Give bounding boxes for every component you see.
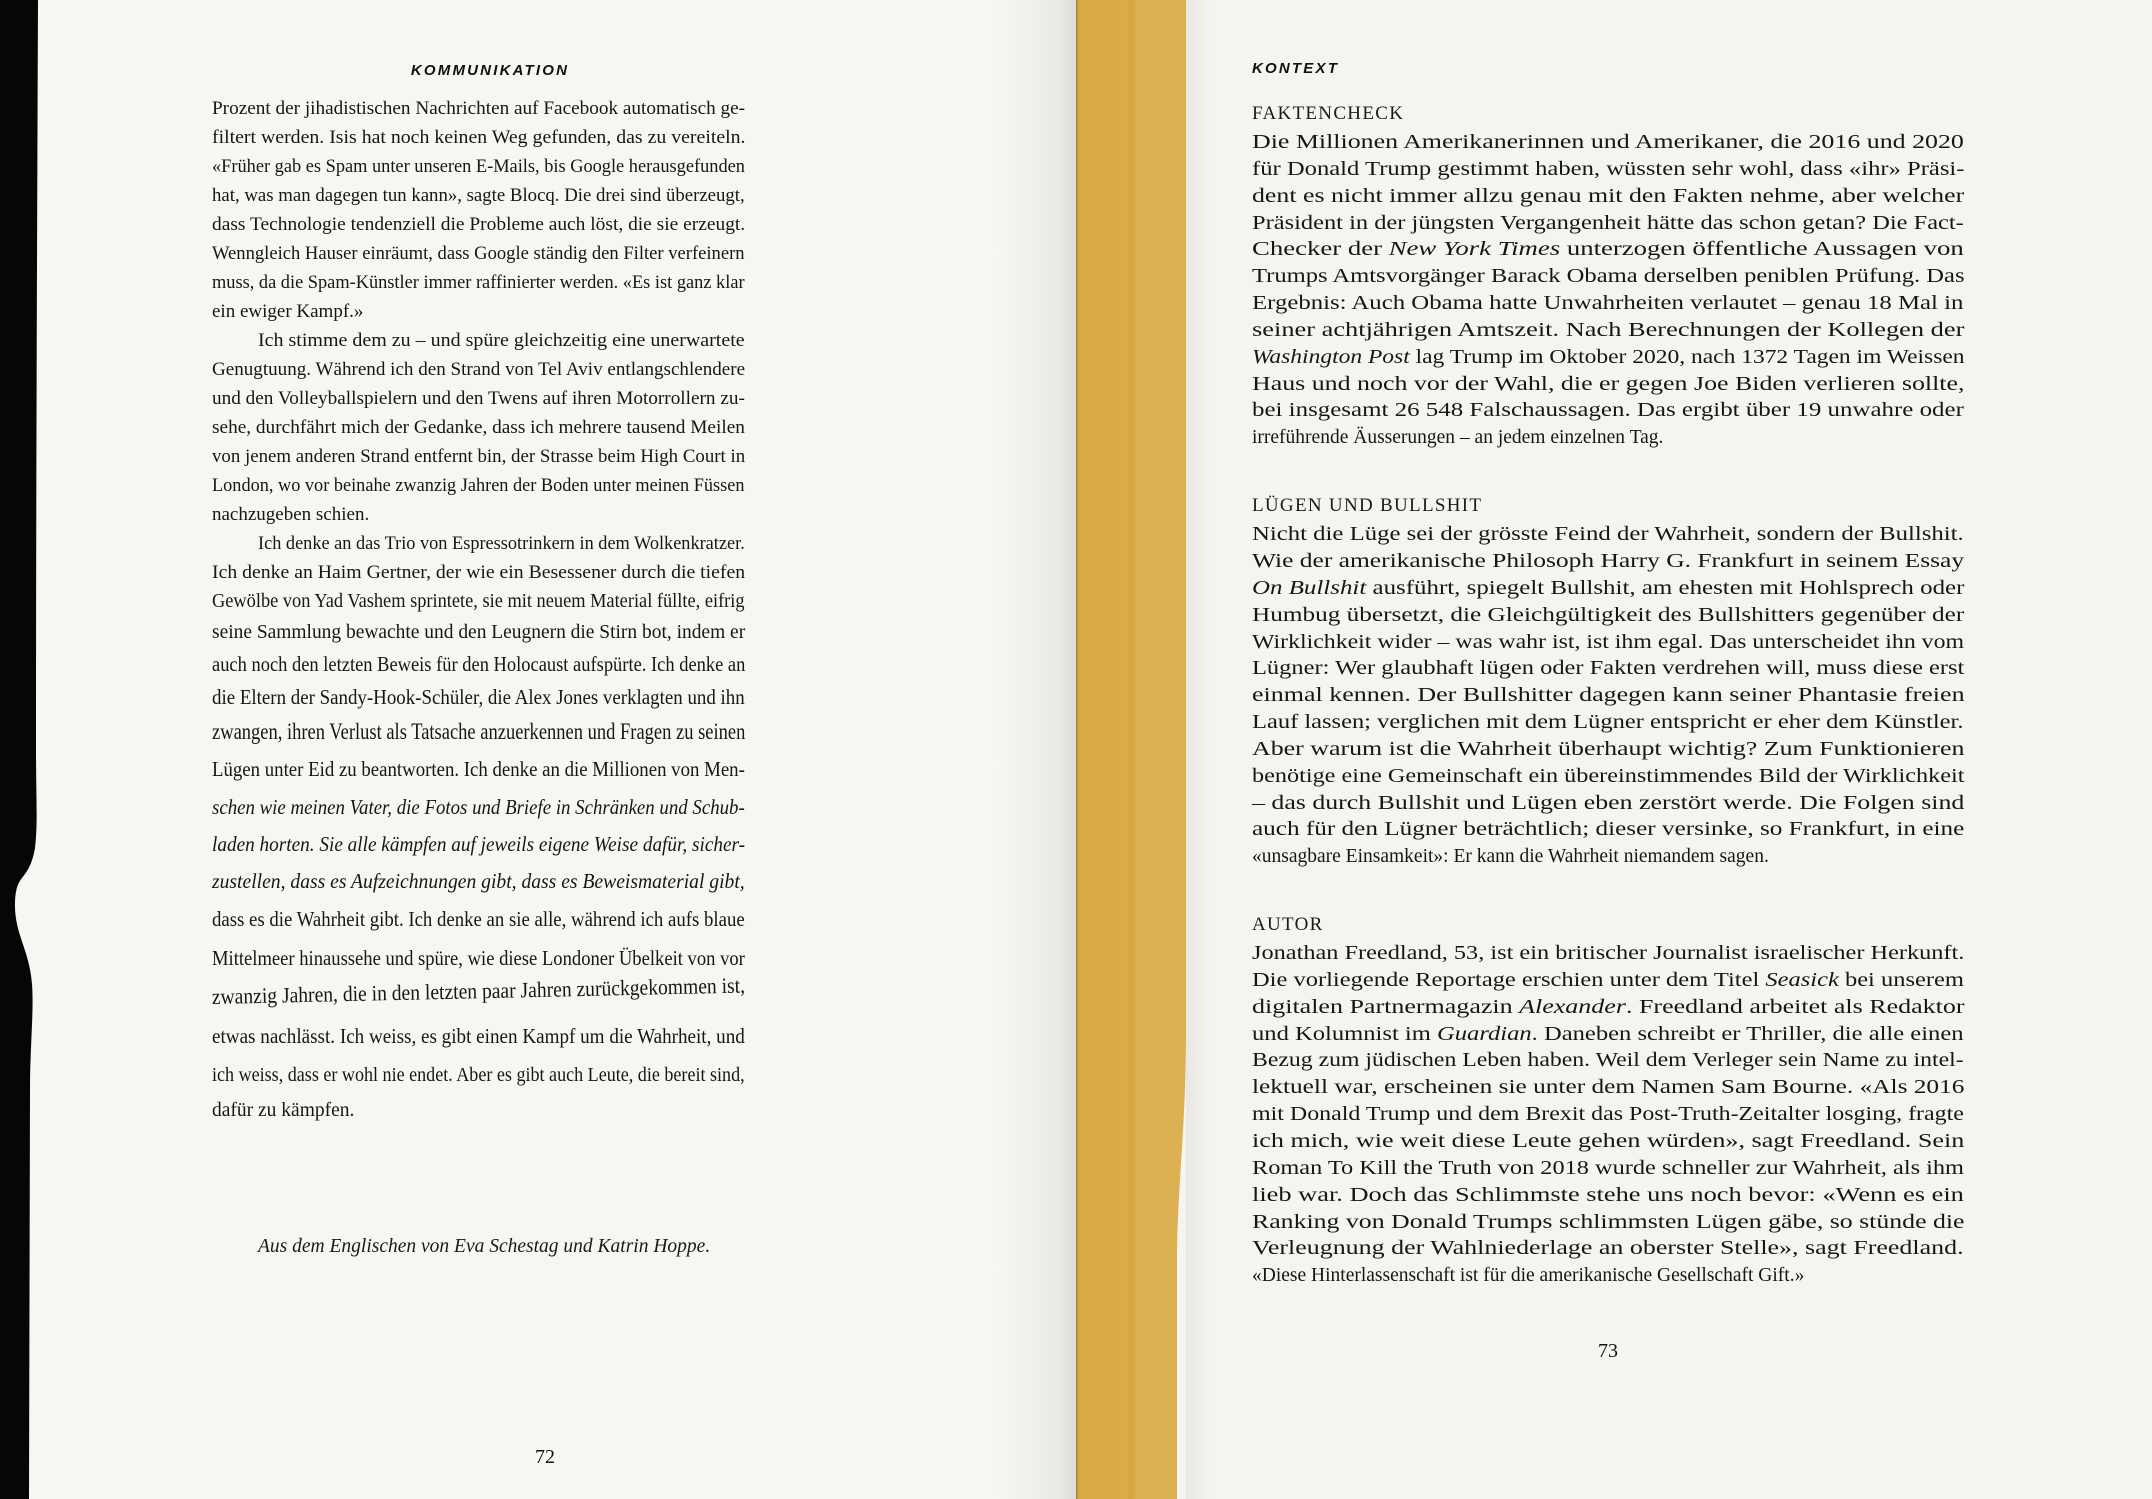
right-gutter-shadow <box>1186 0 1212 1499</box>
left-body-line-text: ein ewiger Kampf.» <box>212 301 364 322</box>
section-label: AUTOR <box>1252 914 1324 936</box>
right-body-line <box>1252 968 1964 995</box>
black-edge-shape <box>0 0 38 1499</box>
left-body-line <box>212 751 745 789</box>
left-body-line <box>212 210 745 239</box>
right-body-line <box>1252 1075 1964 1102</box>
left-body-line-text: Gewölbe von Yad Vashem sprintete, sie mit neuem Material füllte, eifrig <box>212 591 745 612</box>
right-body-line-text: Humbug übersetzt, die Gleichgültigkeit des Bullshitters gegenüber der <box>1252 604 1965 626</box>
right-body-line <box>1252 211 1964 238</box>
left-body-line-text: dafür zu kämpfen. <box>212 1100 355 1121</box>
right-body-line <box>1252 130 1964 157</box>
right-body-line-text: «Diese Hinterlassenschaft ist für die amerikanische Gesellschaft Gift.» <box>1252 1265 1805 1287</box>
right-body-line-text: Die vorliegende Reportage erschien unter dem Titel Seasick bei unserem <box>1252 969 1964 991</box>
spine-left-edge-line <box>1076 0 1078 1499</box>
left-body-line-text: dass es die Wahrheit gibt. Ich denke an sie alle, während ich aufs blaue <box>212 907 745 931</box>
right-body-line <box>1252 1102 1964 1129</box>
left-body-line <box>212 1095 745 1128</box>
right-body-line <box>1252 264 1964 291</box>
right-body-line-text: seiner achtjährigen Amtszeit. Nach Berechnungen der Kollegen der <box>1252 319 1965 341</box>
right-body-line <box>1252 656 1964 683</box>
left-body-line-text: von jenem anderen Strand entfernt bin, der Strasse beim High Court in <box>212 446 746 467</box>
context-section <box>1252 911 1964 1290</box>
left-body-line-text: Ich stimme dem zu – und spüre gleichzeitig eine unerwartete <box>258 330 745 351</box>
left-body-line <box>212 442 745 471</box>
right-body-line-text: Ergebnis: Auch Obama hatte Unwahrheiten verlautet – genau 18 Mal in <box>1252 293 1964 315</box>
right-body-line-text: Verleugnung der Wahlniederlage an oberster Stelle», sagt Freedland. <box>1252 1238 1964 1260</box>
right-body-line-text: ich mich, wie weit diese Leute gehen würden», sagt Freedland. Sein <box>1252 1131 1965 1152</box>
right-body-line <box>1252 683 1964 710</box>
right-body-line-text: – das durch Bullshit und Lügen eben zerstört werde. Die Folgen sind <box>1252 792 1965 814</box>
left-body-line-text: Mittelmeer hinaussehe und spüre, wie diese Londoner Übelkeit von vor <box>212 946 745 970</box>
left-body-line-text: die Eltern der Sandy-Hook-Schüler, die Alex Jones verklagten und ihn <box>212 685 745 709</box>
translator-credit: Aus dem Englischen von Eva Schestag und Katrin Hoppe. <box>258 1236 711 1257</box>
right-body-line-text: Checker der New York Times unterzogen öffentliche Aussagen von <box>1252 239 1964 261</box>
left-body-line <box>212 152 745 181</box>
left-body-line-text: muss, da die Spam-Künstler immer raffinierter werden. «Es ist ganz klar <box>212 272 745 293</box>
right-body-line <box>1252 817 1964 844</box>
right-body-line-text: dent es nicht immer allzu genau mit den Fakten nehme, aber welcher <box>1252 185 1965 207</box>
left-body-line-text: Ich denke an Haim Gertner, der wie ein Besessener durch die tiefen <box>212 562 746 583</box>
right-body-line-text: irreführende Äusserungen – an jedem einzelnen Tag. <box>1252 427 1664 449</box>
right-body-line <box>1252 318 1964 345</box>
right-body-line-text: auch für den Lügner beträchtlich; dieser versinke, so Frankfurt, in eine <box>1252 819 1965 841</box>
left-body-line-text: Prozent der jihadistischen Nachrichten auf Facebook automatisch ge- <box>212 98 746 119</box>
left-body-line <box>212 471 745 500</box>
left-body-line <box>212 1018 745 1056</box>
left-body-line <box>212 587 745 617</box>
right-body-line <box>1252 291 1964 318</box>
left-body-line <box>212 648 745 681</box>
right-body-line <box>1252 844 1964 871</box>
left-body-line-text: zwangen, ihren Verlust als Tatsache anzuerkennen und Fragen zu seinen <box>212 719 746 745</box>
left-body-line-text: Lügen unter Eid zu beantworten. Ich denke an die Millionen von Men- <box>212 757 745 781</box>
left-body-line <box>212 558 745 587</box>
right-body-line <box>1252 576 1964 603</box>
right-body-line-text: Lügner: Wer glaubhaft lügen oder Fakten verdrehen will, muss diese erst <box>1252 658 1965 680</box>
right-body-line <box>1252 1048 1964 1075</box>
right-body-line-text: und Kolumnist im Guardian. Daneben schreibt er Thriller, die alle einen <box>1252 1023 1964 1045</box>
left-body-line-text: hat, was man dagegen tun kann», sagte Blocq. Die drei sind überzeugt, <box>212 185 745 206</box>
left-body-line-text: laden horten. Sie alle kämpfen auf jeweils eigene Weise dafür, sicher- <box>212 832 746 856</box>
right-body-line <box>1252 398 1964 425</box>
right-body-line <box>1252 1022 1964 1049</box>
left-body-line <box>212 1056 745 1095</box>
left-body-line <box>212 94 745 123</box>
spine-band-shape <box>1076 0 1186 1499</box>
left-body-line <box>212 123 745 152</box>
left-body-line <box>212 297 745 326</box>
right-body-line <box>1252 1236 1964 1263</box>
right-body-line <box>1252 237 1964 264</box>
right-body-line-text: Lauf lassen; verglichen mit dem Lügner entspricht er eher dem Künstler. <box>1252 712 1964 734</box>
right-body-line-text: Die Millionen Amerikanerinnen und Amerikaner, die 2016 und 2020 <box>1252 132 1964 153</box>
right-body-line <box>1252 345 1964 372</box>
right-body-line-text: benötige eine Gemeinschaft ein übereinstimmendes Bild der Wirklichkeit <box>1252 765 1965 787</box>
left-body-line-text: Wenngleich Hauser einräumt, dass Google ständig den Filter verfeinern <box>212 243 745 264</box>
right-body-line <box>1252 522 1964 549</box>
right-body-line-text: Wirklichkeit wider – was wahr ist, ist ihm egal. Das unterscheidet ihn vom <box>1252 631 1965 653</box>
right-body-line <box>1252 1210 1964 1237</box>
left-body-line <box>212 500 745 529</box>
left-body-line-text: etwas nachlässt. Ich weiss, es gibt einen Kampf um die Wahrheit, und <box>212 1024 745 1048</box>
right-body-line-text: On Bullshit ausführt, spiegelt Bullshit, am ehesten mit Hohlsprech oder <box>1252 577 1965 599</box>
left-body-line <box>211 972 746 1018</box>
left-body-line-text: «Früher gab es Spam unter unseren E-Mails, bis Google herausgefunden <box>212 156 745 177</box>
left-body-line <box>212 863 745 900</box>
right-body-line-text: Ranking von Donald Trumps schlimmsten Lügen gäbe, so stünde die <box>1252 1211 1965 1233</box>
right-body-line <box>1252 791 1964 818</box>
left-body-line <box>212 384 745 413</box>
left-body-line <box>212 181 745 210</box>
left-body-line-text: sehe, durchfährt mich der Gedanke, dass ich mehrere tausend Meilen <box>212 417 745 438</box>
left-body-line-text: Genugtuung. Während ich den Strand von Tel Aviv entlangschlendere <box>212 359 746 380</box>
left-body-line <box>212 529 745 558</box>
left-body-line <box>212 900 745 939</box>
black-page-edge <box>0 0 120 1499</box>
right-body-line-text: Washington Post lag Trump im Oktober 2020, nach 1372 Tagen im Weissen <box>1252 346 1965 368</box>
right-body-line-text: Bezug zum jüdischen Leben haben. Weil dem Verleger sein Name zu intel- <box>1252 1050 1964 1072</box>
right-body-line-text: mit Donald Trump und dem Brexit das Post-Truth-Zeitalter losging, fragte <box>1252 1104 1964 1126</box>
left-body-line <box>212 826 745 863</box>
right-body-line <box>1252 764 1964 791</box>
right-body-line <box>1252 737 1964 764</box>
right-text-column <box>1252 100 1964 1330</box>
left-body-line <box>212 268 745 297</box>
left-body-line <box>212 413 745 442</box>
right-body-line-text: digitalen Partnermagazin Alexander. Freedland arbeitet als Redaktor <box>1252 996 1965 1018</box>
right-body-line-text: «unsagbare Einsamkeit»: Er kann die Wahrheit niemandem sagen. <box>1252 846 1769 868</box>
right-body-line-text: Präsident in der jüngsten Vergangenheit hätte das schon getan? Die Fact- <box>1252 212 1964 234</box>
left-body-line-text: dass Technologie tendenziell die Probleme auch löst, die sie erzeugt. <box>212 214 746 235</box>
page-number-left: 72 <box>535 1446 555 1468</box>
right-body-line-text: Nicht die Lüge sei der grösste Feind der Wahrheit, sondern der Bullshit. <box>1252 524 1964 546</box>
right-body-line <box>1252 1263 1964 1290</box>
context-section <box>1252 100 1964 452</box>
right-body-line <box>1252 1129 1964 1156</box>
right-body-line-text: Jonathan Freedland, 53, ist ein britischer Journalist israelischer Herkunft. <box>1252 943 1965 965</box>
left-body-line-text: London, wo vor beinahe zwanzig Jahren der Boden unter meinen Füssen <box>212 475 745 496</box>
left-body-line <box>212 617 745 648</box>
right-body-line <box>1252 710 1964 737</box>
section-label: LÜGEN UND BULLSHIT <box>1252 495 1483 517</box>
right-body-line-text: bei insgesamt 26 548 Falschaussagen. Das ergibt über 19 unwahre oder <box>1252 400 1964 422</box>
right-body-line-text: einmal kennen. Der Bullshitter dagegen kann seiner Phantasie freien <box>1252 685 1965 707</box>
right-body-line <box>1252 425 1964 452</box>
right-body-line-text: Roman To Kill the Truth von 2018 wurde schneller zur Wahrheit, als ihm <box>1252 1157 1964 1179</box>
left-body-line-text: filtert werden. Isis hat noch keinen Weg gefunden, das zu vereiteln. <box>212 127 746 148</box>
running-head-right: KONTEXT <box>1252 60 1340 77</box>
right-body-line <box>1252 1183 1964 1210</box>
right-body-line <box>1252 630 1964 657</box>
right-body-line <box>1252 157 1964 184</box>
left-body-line-text: und den Volleyballspielern und den Twens auf ihren Motorrollern zu- <box>212 388 745 409</box>
right-body-line-text: Haus und noch vor der Wahl, die er gegen Joe Biden verlieren sollte, <box>1252 373 1965 395</box>
right-body-line <box>1252 549 1964 576</box>
left-body-line-text: auch noch den letzten Beweis für den Holocaust aufspürte. Ich denke an <box>212 652 746 676</box>
section-label: FAKTENCHECK <box>1252 103 1405 124</box>
page-number-right: 73 <box>1598 1340 1618 1362</box>
running-head-left: KOMMUNIKATION <box>410 62 570 79</box>
left-body-line <box>212 355 745 384</box>
right-body-line-text: Wie der amerikanische Philosoph Harry G. Frankfurt in seinem Essay <box>1252 550 1965 572</box>
right-body-line <box>1252 603 1964 630</box>
left-body-line-text: Ich denke an das Trio von Espressotrinkern in dem Wolkenkratzer. <box>258 533 745 554</box>
left-body-line <box>212 681 745 714</box>
left-body-line-text: zustellen, dass es Aufzeichnungen gibt, dass es Beweismaterial gibt, <box>212 869 745 893</box>
left-body-line <box>212 714 745 751</box>
left-body-line <box>212 789 745 826</box>
right-body-line <box>1252 1156 1964 1183</box>
right-body-line <box>1252 941 1964 968</box>
left-body-line-text: zwanzig Jahren, die in den letzten paar Jahren zurückgekommen ist, <box>211 972 746 1009</box>
right-body-line <box>1252 995 1964 1022</box>
right-body-line <box>1252 184 1964 211</box>
context-section <box>1252 492 1964 871</box>
left-body-line-text: ich weiss, dass er wohl nie endet. Aber es gibt auch Leute, die bereit sind, <box>212 1064 745 1086</box>
left-body-line <box>212 326 745 355</box>
right-body-line-text: Aber warum ist die Wahrheit überhaupt wichtig? Zum Funktionieren <box>1252 738 1965 760</box>
left-body-line-text: schen wie meinen Vater, die Fotos und Briefe in Schränken und Schub- <box>212 795 745 819</box>
right-body-line <box>1252 372 1964 399</box>
right-body-line-text: lektuell war, erscheinen sie unter dem Namen Sam Bourne. «Als 2016 <box>1252 1077 1965 1099</box>
right-body-line-text: für Donald Trump gestimmt haben, wüssten sehr wohl, dass «ihr» Präsi- <box>1252 158 1965 180</box>
left-body-line <box>212 239 745 268</box>
left-text-column <box>212 94 745 1128</box>
right-body-line-text: lieb war. Doch das Schlimmste stehe uns noch bevor: «Wenn es ein <box>1252 1184 1964 1206</box>
right-body-line-text: Trumps Amtsvorgänger Barack Obama derselben peniblen Prüfung. Das <box>1252 266 1965 288</box>
left-body-line-text: nachzugeben schien. <box>212 504 370 525</box>
left-body-line-text: seine Sammlung bewachte und den Leugnern die Stirn bot, indem er <box>212 621 746 643</box>
